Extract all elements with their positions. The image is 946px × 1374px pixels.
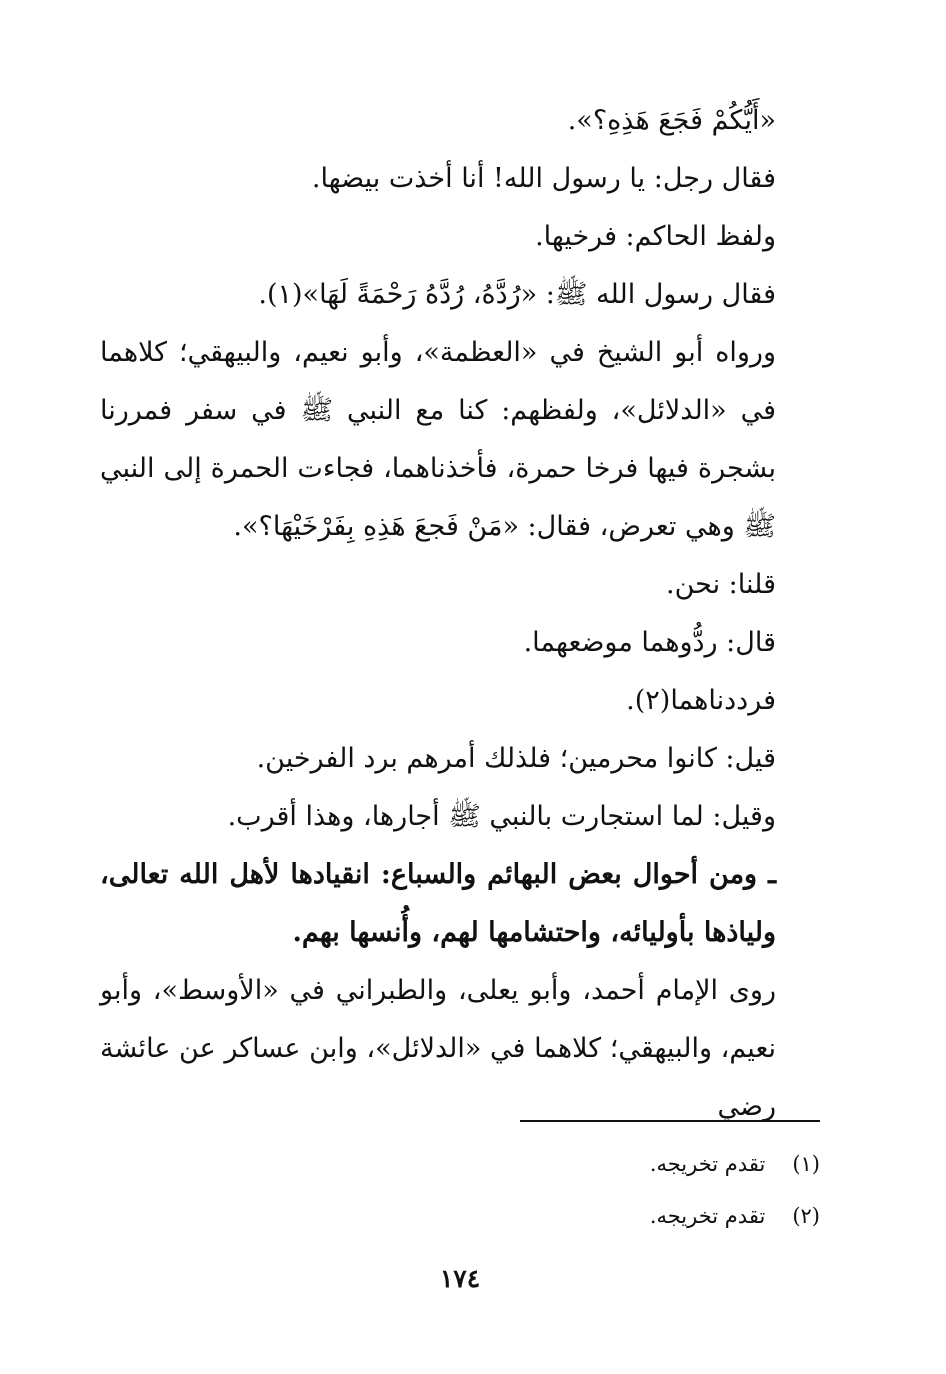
footnote-text: تقدم تخريجه. bbox=[649, 1152, 766, 1176]
footnote-number: (٢) bbox=[792, 1204, 820, 1228]
footnotes bbox=[100, 1138, 820, 1242]
footnote-divider bbox=[520, 1120, 820, 1122]
paragraph-3: ولفظ الحاكم: فرخيها. bbox=[535, 221, 776, 252]
page-number: ١٧٤ bbox=[439, 1264, 481, 1293]
body-text bbox=[100, 92, 820, 1136]
paragraph-12: روى الإمام أحمد، وأبو يعلى، والطبراني في «الأوسط»، وأبو نعيم، والبيهقي؛ كلاهما في «الدلائل»، وابن عساكر عن عائشة رضي bbox=[100, 975, 776, 1122]
footnote-1 bbox=[100, 1138, 820, 1190]
paragraph-8: فرددناهما(٢). bbox=[626, 685, 776, 716]
paragraph-4: فقال رسول الله ﷺ: «رُدَّهُ، رُدَّهُ رَحْمَةً لَهَا»(١). bbox=[258, 279, 776, 310]
footnote-2 bbox=[100, 1190, 820, 1242]
paragraph-9: قيل: كانوا محرمين؛ فلذلك أمرهم برد الفرخين. bbox=[256, 743, 776, 774]
paragraph-10: وقيل: لما استجارت بالنبي ﷺ أجارها، وهذا أقرب. bbox=[227, 801, 776, 832]
paragraph-2: فقال رجل: يا رسول الله! أنا أخذت بيضها. bbox=[311, 163, 776, 194]
footnote-text: تقدم تخريجه. bbox=[649, 1204, 766, 1228]
paragraph-7: قال: ردُّوهما موضعهما. bbox=[523, 627, 776, 658]
paragraph-6: قلنا: نحن. bbox=[666, 569, 776, 600]
paragraph-1: «أَيُّكُمْ فَجَعَ هَذِهِ؟». bbox=[567, 105, 776, 136]
document-page bbox=[100, 92, 820, 1352]
section-heading-paragraph: ـ ومن أحوال بعض البهائم والسباع: انقيادها لأهل الله تعالى، ولياذها بأوليائه، واحتشامها لهم، وأُنسها بهم. bbox=[100, 859, 776, 948]
footnote-number: (١) bbox=[792, 1152, 820, 1176]
paragraph-5: ورواه أبو الشيخ في «العظمة»، وأبو نعيم، والبيهقي؛ كلاهما في «الدلائل»، ولفظهم: كنا مع النبي ﷺ في سفر فمررنا بشجرة فيها فرخا حمرة، فأخذناهما، فجاءت الحمرة إلى النبي ﷺ وهي تعرض، فقال: «مَنْ فَجعَ هَذِهِ بِفَرْخَيْهَا؟». bbox=[100, 337, 776, 542]
